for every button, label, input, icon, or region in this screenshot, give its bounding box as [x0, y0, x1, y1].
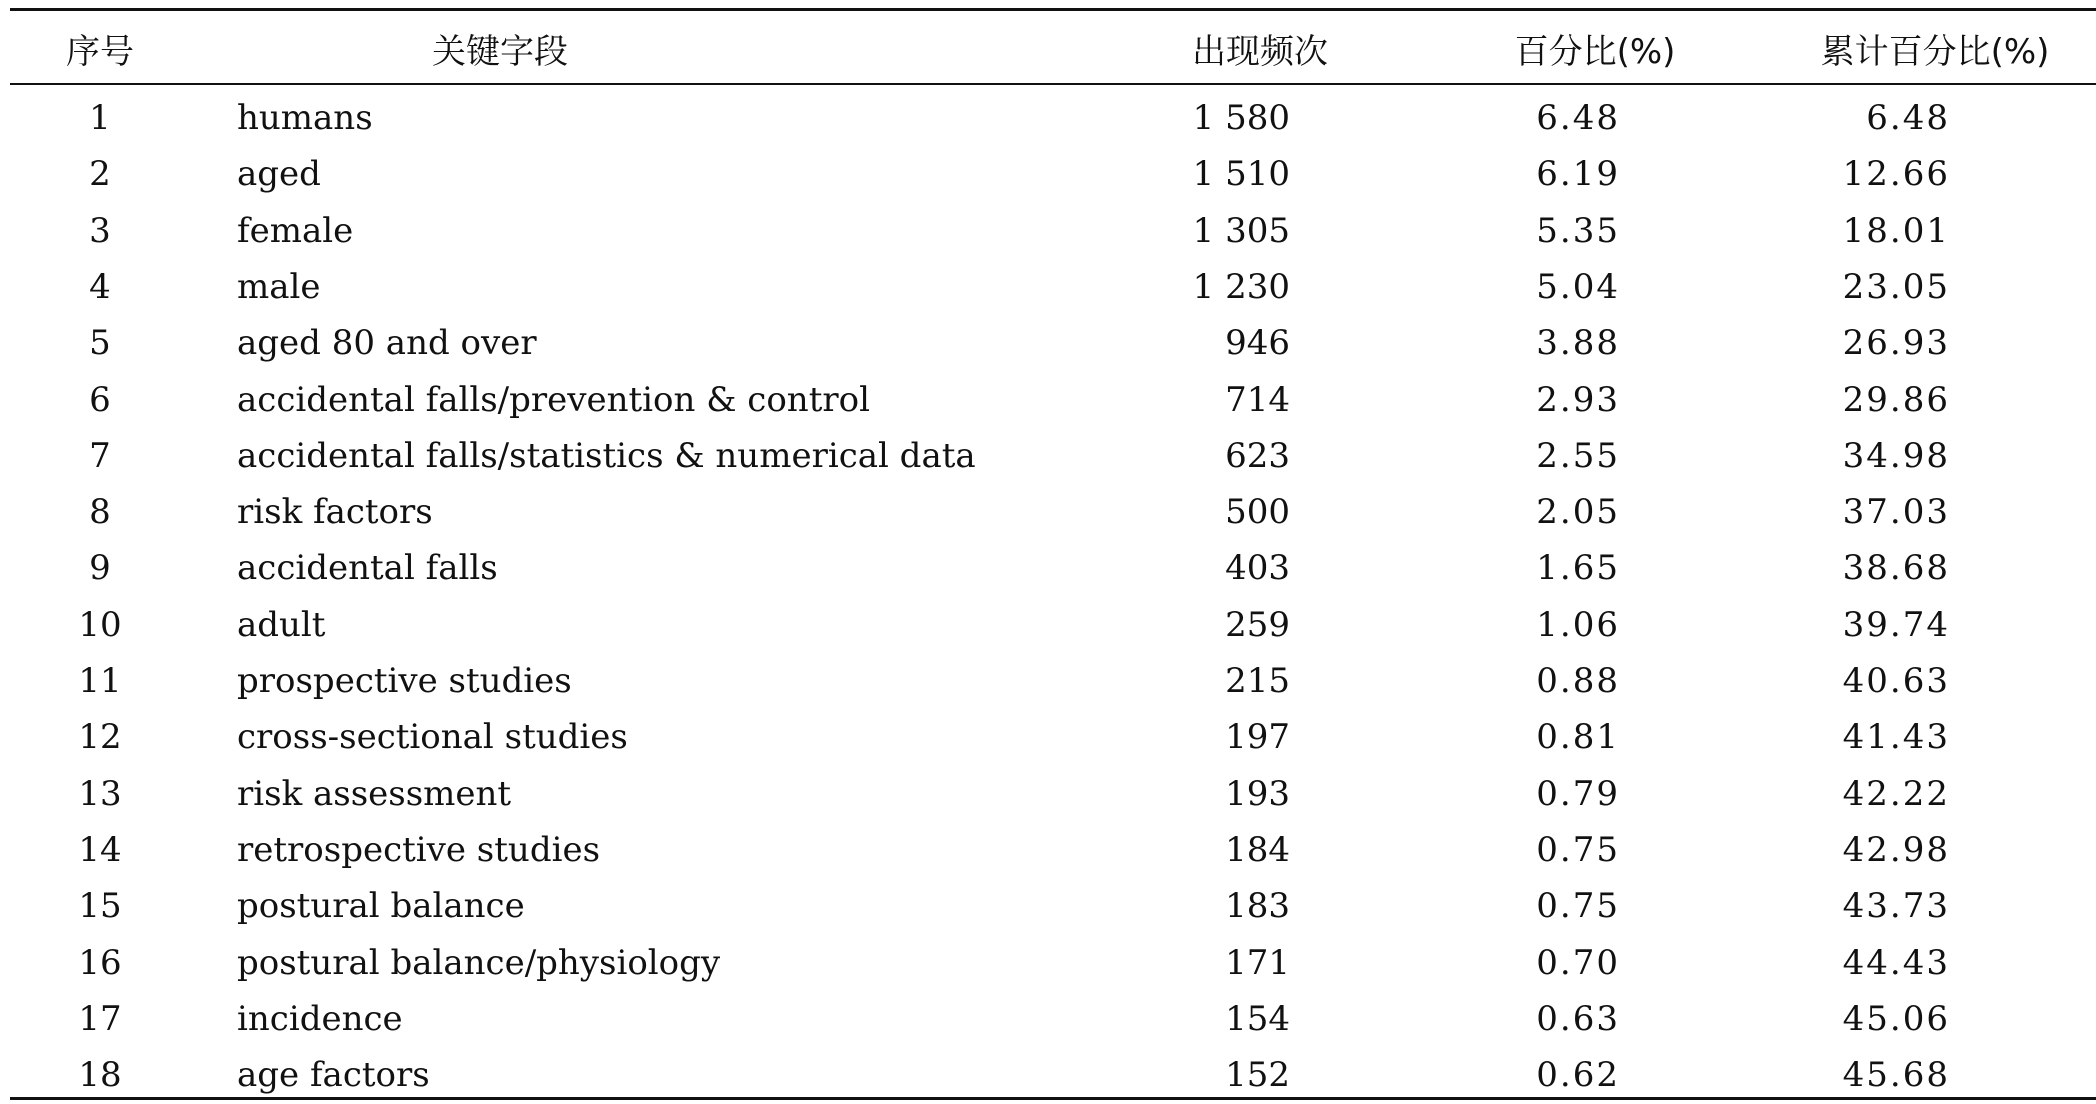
cell-percent: 0.75	[1536, 829, 1620, 870]
cell-frequency: 197	[1225, 717, 1290, 758]
cell-frequency: 184	[1225, 829, 1290, 870]
table-row	[10, 259, 2096, 315]
cell-cumulative: 37.03	[1842, 492, 1950, 533]
cell-keyword: postural balance	[237, 886, 525, 927]
table-row	[10, 822, 2096, 878]
cell-cumulative: 41.43	[1842, 717, 1950, 758]
cell-no: 3	[89, 210, 111, 251]
cell-percent: 0.88	[1536, 661, 1620, 701]
cell-keyword: retrospective studies	[237, 829, 601, 870]
cell-no: 12	[78, 717, 122, 758]
cell-percent: 0.62	[1536, 1055, 1620, 1096]
cell-percent: 0.81	[1536, 717, 1620, 758]
cell-no: 8	[89, 492, 111, 533]
cell-no: 13	[78, 773, 122, 814]
cell-keyword: risk factors	[237, 492, 433, 533]
cell-no: 5	[89, 323, 111, 364]
header-percent: 百分比(%)	[1514, 32, 1676, 72]
header-no: 序号	[66, 32, 134, 72]
cell-keyword: cross-sectional studies	[237, 717, 628, 758]
cell-percent: 0.63	[1536, 998, 1620, 1039]
cell-cumulative: 45.06	[1842, 998, 1950, 1039]
cell-cumulative: 42.22	[1842, 773, 1950, 814]
cell-frequency: 1 510	[1192, 154, 1290, 195]
cell-keyword: accidental falls	[237, 548, 498, 589]
cell-no: 16	[78, 942, 122, 983]
cell-percent: 0.75	[1536, 886, 1620, 927]
cell-percent: 0.70	[1536, 942, 1620, 983]
cell-frequency: 154	[1225, 998, 1290, 1039]
cell-percent: 2.93	[1536, 379, 1620, 420]
cell-cumulative: 45.68	[1842, 1055, 1950, 1096]
cell-frequency: 183	[1225, 886, 1290, 927]
cell-cumulative: 23.05	[1842, 266, 1950, 307]
cell-keyword: female	[237, 210, 354, 251]
cell-keyword: incidence	[237, 998, 403, 1039]
table-row	[10, 315, 2096, 371]
cell-no: 1	[89, 98, 111, 138]
cell-no: 4	[89, 266, 111, 307]
cell-percent: 2.55	[1536, 435, 1620, 476]
header-keyword: 关键字段	[432, 32, 568, 72]
table-row	[10, 428, 2096, 484]
cell-percent: 0.79	[1536, 773, 1620, 814]
cell-frequency: 1 305	[1192, 210, 1290, 251]
cell-keyword: adult	[237, 604, 326, 645]
cell-percent: 6.19	[1536, 154, 1620, 195]
cell-no: 11	[78, 661, 122, 701]
cell-frequency: 259	[1225, 604, 1290, 645]
cell-keyword: aged	[237, 154, 321, 195]
table-row	[10, 878, 2096, 934]
cell-percent: 5.35	[1536, 210, 1620, 251]
cell-cumulative: 39.74	[1842, 604, 1950, 645]
table-row	[10, 203, 2096, 259]
cell-cumulative: 40.63	[1842, 661, 1950, 701]
cell-frequency: 946	[1225, 323, 1290, 364]
cell-no: 15	[78, 886, 122, 927]
cell-percent: 3.88	[1536, 323, 1620, 364]
table-row	[10, 935, 2096, 991]
table-row	[10, 991, 2096, 1047]
cell-frequency: 500	[1225, 492, 1290, 533]
table-row	[10, 90, 2096, 146]
cell-frequency: 403	[1225, 548, 1290, 589]
cell-no: 10	[78, 604, 122, 645]
cell-percent: 1.65	[1536, 548, 1620, 589]
cell-no: 9	[89, 548, 111, 589]
cell-cumulative: 34.98	[1842, 435, 1950, 476]
cell-keyword: aged 80 and over	[237, 323, 537, 364]
cell-frequency: 171	[1225, 942, 1290, 983]
cell-cumulative: 6.48	[1866, 98, 1950, 138]
cell-keyword: prospective studies	[237, 661, 572, 701]
table-row	[10, 484, 2096, 540]
cell-keyword: postural balance/physiology	[237, 942, 721, 983]
cell-keyword: male	[237, 266, 321, 307]
cell-no: 14	[78, 829, 122, 870]
table-bottom-rule	[10, 1097, 2096, 1100]
cell-keyword: risk assessment	[237, 773, 512, 814]
cell-frequency: 1 230	[1192, 266, 1290, 307]
cell-cumulative: 18.01	[1842, 210, 1950, 251]
cell-no: 17	[78, 998, 122, 1039]
cell-cumulative: 42.98	[1842, 829, 1950, 870]
cell-cumulative: 29.86	[1842, 379, 1950, 420]
cell-keyword: humans	[237, 98, 373, 138]
cell-cumulative: 43.73	[1842, 886, 1950, 927]
table-row	[10, 597, 2096, 653]
cell-keyword: age factors	[237, 1055, 430, 1096]
table-row	[10, 766, 2096, 822]
table-row	[10, 540, 2096, 596]
cell-frequency: 1 580	[1192, 98, 1290, 138]
cell-no: 18	[78, 1055, 122, 1096]
table-row	[10, 146, 2096, 202]
table-header-row	[10, 24, 2096, 80]
table-row	[10, 709, 2096, 765]
table-header-rule	[10, 83, 2096, 85]
table-row	[10, 653, 2096, 709]
cell-cumulative: 44.43	[1842, 942, 1950, 983]
cell-percent: 6.48	[1536, 98, 1620, 138]
cell-keyword: accidental falls/prevention & control	[237, 379, 870, 420]
cell-cumulative: 12.66	[1842, 154, 1950, 195]
header-frequency: 出现频次	[1192, 32, 1328, 72]
table-row	[10, 1047, 2096, 1103]
header-cumulative: 累计百分比(%)	[1820, 32, 2050, 72]
table-row	[10, 372, 2096, 428]
cell-keyword: accidental falls/statistics & numerical data	[237, 435, 976, 476]
cell-no: 7	[89, 435, 111, 476]
cell-cumulative: 26.93	[1842, 323, 1950, 364]
cell-no: 6	[89, 379, 111, 420]
cell-frequency: 152	[1225, 1055, 1290, 1096]
cell-frequency: 714	[1225, 379, 1290, 420]
keyword-frequency-table	[10, 8, 2096, 1100]
cell-cumulative: 38.68	[1842, 548, 1950, 589]
cell-no: 2	[89, 154, 111, 195]
cell-frequency: 623	[1225, 435, 1290, 476]
cell-percent: 2.05	[1536, 492, 1620, 533]
cell-frequency: 215	[1225, 661, 1290, 701]
cell-frequency: 193	[1225, 773, 1290, 814]
cell-percent: 5.04	[1536, 266, 1620, 307]
cell-percent: 1.06	[1536, 604, 1620, 645]
table-top-rule	[10, 8, 2096, 11]
